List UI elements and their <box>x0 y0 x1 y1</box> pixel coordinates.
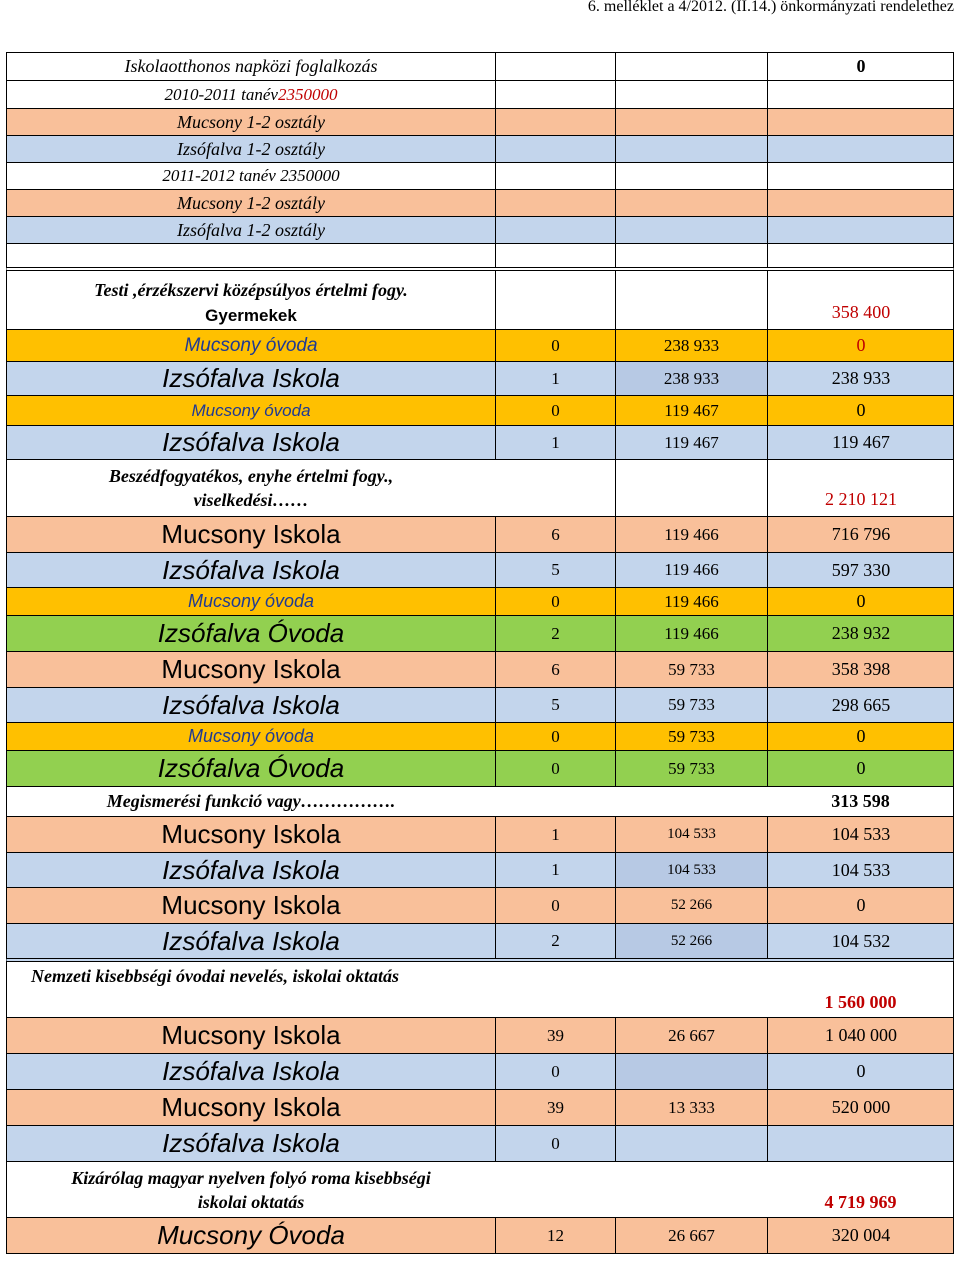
table-row: Mucsony Iskola 6 119 466 716 796 <box>6 517 954 553</box>
table-row: Izsófalva Óvoda 0 59 733 0 <box>6 751 954 787</box>
section-total: 0 <box>767 53 954 80</box>
table-row: Mucsony óvoda 0 59 733 0 <box>6 723 954 751</box>
list-item <box>6 81 954 109</box>
table-row: Izsófalva Iskola 0 0 <box>6 1054 954 1090</box>
section-header-megismeresi <box>6 787 954 817</box>
table-row: Mucsony Iskola 39 13 333 520 000 <box>6 1090 954 1126</box>
table-row: Izsófalva Óvoda 2 119 466 238 932 <box>6 616 954 652</box>
section-total: 358 400 <box>767 271 954 329</box>
section-title: Testi ,érzékszervi középsúlyos értelmi fogy. <box>94 280 408 300</box>
table-row: Izsófalva Iskola 1 238 933 238 933 <box>6 362 954 396</box>
table-row: Mucsony óvoda 0 119 467 0 <box>6 396 954 426</box>
table-row: Izsófalva Iskola 5 59 733 298 665 <box>6 688 954 723</box>
list-item: Mucsony 1-2 osztály <box>6 190 954 217</box>
section-title-cont: viselkedési…… <box>193 490 309 510</box>
text-line: 2010-2011 tanév 2350000 <box>164 84 338 104</box>
section-total: 2 210 121 <box>767 460 954 516</box>
section-title: Nemzeti kisebbségi óvodai nevelés, iskolai oktatás <box>31 966 399 986</box>
table-row: Mucsony Iskola 39 26 667 1 040 000 <box>6 1018 954 1054</box>
table-row: Mucsony óvoda 0 119 466 0 <box>6 588 954 616</box>
section-header-testi <box>6 271 954 330</box>
list-item: Izsófalva 1-2 osztály <box>6 217 954 244</box>
section-header-nemzeti <box>6 962 954 1018</box>
section-total: 1 560 000 <box>824 992 897 1012</box>
list-item: Mucsony 1-2 osztály <box>6 109 954 136</box>
list-item: 2011-2012 tanév 2350000 <box>6 163 954 190</box>
table-row: Izsófalva Iskola 1 104 533 104 533 <box>6 853 954 888</box>
section-header-napkozi <box>6 53 954 81</box>
funding-table <box>6 52 954 1254</box>
appendix-note: 6. melléklet a 4/2012. (II.14.) önkormányzati rendelethez <box>587 0 954 15</box>
table-row: Izsófalva Iskola 0 <box>6 1126 954 1162</box>
table-row: Mucsony Iskola 6 59 733 358 398 <box>6 652 954 688</box>
spacer-row <box>6 244 954 271</box>
section-title: Iskolaotthonos napközi foglalkozás <box>124 56 378 76</box>
table-row: Izsófalva Iskola 1 119 467 119 467 <box>6 426 954 460</box>
table-row: Mucsony óvoda 0 238 933 0 <box>6 330 954 362</box>
table-row: Izsófalva Iskola 5 119 466 597 330 <box>6 553 954 588</box>
section-total: 4 719 969 <box>824 1192 897 1212</box>
section-title-cont: iskolai oktatás <box>197 1192 305 1212</box>
table-row: Mucsony Óvoda 12 26 667 320 004 <box>6 1218 954 1254</box>
section-title: Kizárólag magyar nyelven folyó roma kisebbségi <box>71 1168 431 1188</box>
section-total: 313 598 <box>831 791 890 811</box>
section-header-roma <box>6 1162 954 1218</box>
list-item: Izsófalva 1-2 osztály <box>6 136 954 163</box>
section-subtitle: Gyermekek <box>205 306 297 325</box>
table-row: Mucsony Iskola 0 52 266 0 <box>6 888 954 924</box>
section-title: Megismerési funkció vagy……………. <box>106 791 396 811</box>
table-row: Mucsony Iskola 1 104 533 104 533 <box>6 817 954 853</box>
section-title: Beszédfogyatékos, enyhe értelmi fogy., <box>108 466 394 486</box>
section-header-beszed <box>6 460 954 517</box>
table-row: Izsófalva Iskola 2 52 266 104 532 <box>6 924 954 962</box>
